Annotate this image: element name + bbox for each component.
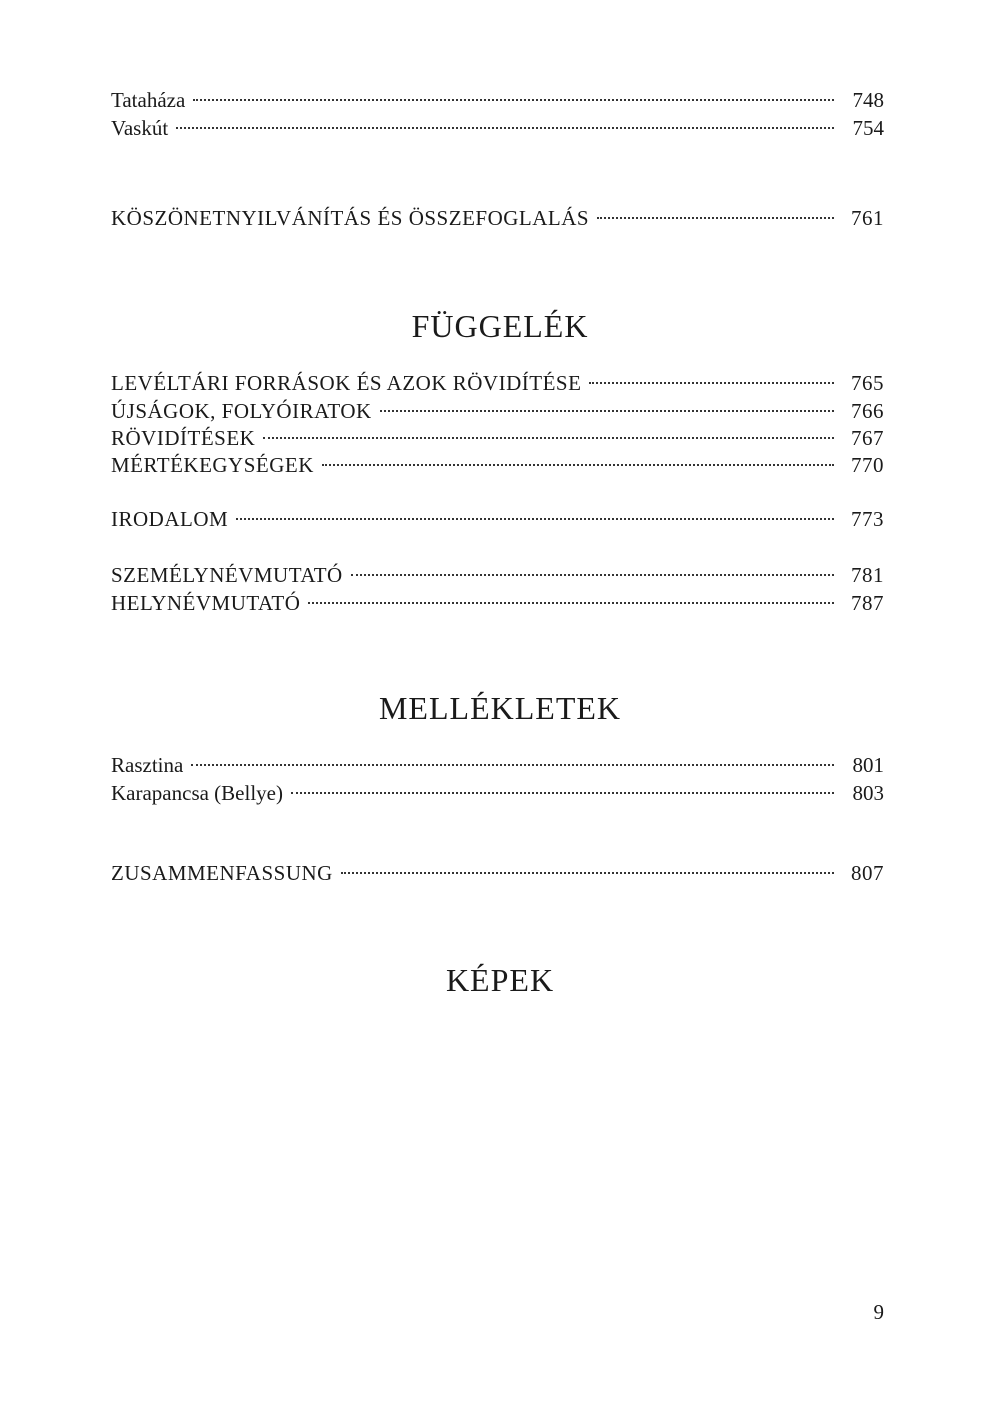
toc-entry-tatahaza [111, 86, 884, 114]
section-heading-kepek: KÉPEK [445, 962, 555, 998]
toc-entry-label: ZUSAMMENFASSUNG [111, 861, 333, 885]
toc-entry-roviditesek [111, 424, 884, 452]
toc-leader-dots [176, 127, 834, 129]
toc-leader-dots [308, 602, 834, 604]
toc-entry-label: SZEMÉLYNÉVMUTATÓ [111, 563, 343, 587]
toc-entry-zusammenfassung [111, 859, 884, 887]
section-heading-fuggelek: FÜGGELÉK [411, 308, 589, 344]
toc-entry-page: 801 [852, 753, 884, 777]
toc-entry-page: 767 [851, 426, 884, 450]
toc-entry-label: MÉRTÉKEGYSÉGEK [111, 453, 314, 477]
toc-entry-page: 766 [851, 399, 884, 423]
toc-entry-label: RÖVIDÍTÉSEK [111, 426, 256, 450]
toc-entry-page: 781 [851, 563, 884, 587]
toc-entry-label: LEVÉLTÁRI FORRÁSOK ÉS AZOK RÖVIDÍTÉSE [111, 371, 582, 395]
toc-leader-dots [597, 217, 834, 219]
toc-leader-dots [291, 792, 834, 794]
toc-entry-karapancsa [111, 779, 884, 807]
toc-entry-ujsagok [111, 397, 884, 425]
toc-leader-dots [193, 99, 834, 101]
toc-entry-label: ÚJSÁGOK, FOLYÓIRATOK [111, 399, 372, 423]
toc-leader-dots [263, 437, 834, 439]
toc-entry-label: Rasztina [111, 753, 184, 777]
toc-entry-label: Karapancsa (Bellye) [111, 781, 283, 805]
section-heading-mellekletek: MELLÉKLETEK [378, 690, 622, 726]
toc-entry-page: 754 [852, 116, 884, 140]
toc-entry-label: KÖSZÖNETNYILVÁNÍTÁS ÉS ÖSSZEFOGLALÁS [111, 206, 590, 230]
toc-leader-dots [322, 464, 834, 466]
toc-entry-page: 787 [851, 591, 884, 615]
toc-entry-leveltari-forrasok [111, 369, 884, 397]
toc-entry-page: 773 [851, 507, 884, 531]
toc-entry-page: 807 [851, 861, 884, 885]
toc-leader-dots [380, 410, 834, 412]
toc-entry-label: Tataháza [111, 88, 186, 112]
toc-entry-page: 761 [851, 206, 884, 230]
toc-entry-label: HELYNÉVMUTATÓ [111, 591, 301, 615]
toc-leader-dots [351, 574, 834, 576]
page-number: 9 [873, 1300, 884, 1324]
toc-entry-szemelynevmutato [111, 561, 884, 589]
toc-entry-helynevmutato [111, 589, 884, 617]
toc-entry-label: IRODALOM [111, 507, 229, 531]
toc-entry-page: 803 [852, 781, 884, 805]
toc-entry-page: 770 [851, 453, 884, 477]
toc-leader-dots [191, 764, 834, 766]
toc-entry-vaskut [111, 114, 884, 142]
toc-leader-dots [236, 518, 834, 520]
toc-entry-mertekegysegek [111, 451, 884, 479]
toc-entry-page: 748 [852, 88, 884, 112]
toc-entry-rasztina [111, 751, 884, 779]
toc-entry-irodalom [111, 505, 884, 533]
toc-leader-dots [341, 872, 834, 874]
toc-leader-dots [589, 382, 834, 384]
toc-entry-label: Vaskút [111, 116, 169, 140]
toc-entry-page: 765 [851, 371, 884, 395]
toc-entry-acknowledgement [111, 204, 884, 232]
